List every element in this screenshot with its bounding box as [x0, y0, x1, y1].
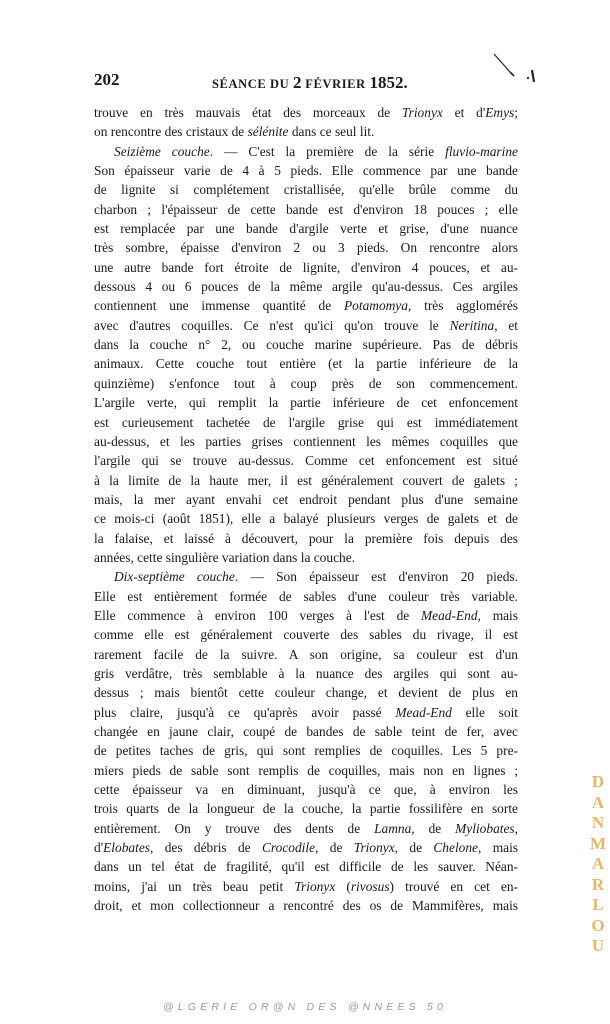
text-line: dans la couche n° 2, ou couche marine supérieure. Pas de débris: [94, 337, 518, 353]
text-line: est curieusement tachetée de l'argile grise qui est immédiatement: [94, 414, 518, 430]
text-line: changée en jaune clair, coupé de bandes de sable teint de fer, avec: [94, 724, 518, 739]
text-line: rarement facile de la suivre. A son origine, sa couleur est d'un: [94, 646, 518, 662]
text-line: années, cette singulière variation dans la couche.: [94, 549, 356, 565]
text-line: L'argile verte, qui remplit la partie inférieure de cet enfoncement: [94, 395, 518, 411]
text-line: on rencontre des cristaux de sélénite dans ce seul lit.: [94, 124, 375, 140]
running-title-month: FÉVRIER: [305, 77, 366, 91]
scan-smudge-marks: [488, 50, 538, 90]
text-line: au-dessus, et les parties grises contiennent les mêmes coquilles que: [94, 433, 518, 449]
text-line: moins, j'ai un très beau petit Trionyx (rivosus) trouvé en cet en-: [94, 878, 518, 894]
text-line: plus claire, jusqu'à ce qu'après avoir passé Mead-End elle soit: [94, 704, 518, 720]
section-heading: Dix-septième couche: [114, 569, 235, 585]
text-line: de lignite si complétement cristallisée, qu'elle brûle comme du: [94, 182, 518, 198]
text-line: est remplacée par une bande d'argile verte et grise, d'une nuance: [94, 221, 518, 237]
section-heading-line: Seizième couche. — C'est la première de la série fluvio-marine: [114, 143, 518, 159]
running-title-label: SÉANCE DU: [212, 77, 290, 91]
page-number: 202: [94, 70, 120, 89]
text-line: animaux. Cette couche tout entière (et la partie inférieure de la: [94, 356, 518, 372]
text-line: la falaise, et laissé à découvert, pour la première fois depuis des: [94, 530, 518, 546]
text-line: dessous 4 ou 6 pouces de la même argile qu'au-dessus. Ces argiles: [94, 279, 518, 295]
text-line: dessus ; mais bientôt cette couleur change, et devient de plus en: [94, 685, 518, 701]
running-title-day: 2: [293, 73, 302, 92]
text-line: quinzième) s'enfonce tout à coup près de son commencement.: [94, 375, 518, 391]
text-line: mais, la mer ayant envahi cet endroit pendant plus d'une semaine: [94, 491, 518, 507]
text-line: entièrement. On y trouve des dents de Lamna, de Myliobates,: [94, 820, 518, 836]
text-line: miers pieds de sable sont remplis de coquilles, mais non en lignes ;: [94, 762, 518, 778]
text-line: très sombre, épaisse d'environ 2 ou 3 pieds. On rencontre alors: [94, 240, 518, 256]
text-line: dans un tel état de fragilité, qu'il est difficile de les sauver. Néan-: [94, 859, 518, 875]
text-line: une autre bande fort étroite de lignite, d'environ 4 pouces, et au-: [94, 259, 518, 275]
text-line: trois quarts de la longueur de la couche, la partie fossilifère en sorte: [94, 801, 518, 817]
text-line: Elle commence à environ 100 verges à l'est de Mead-End, mais: [94, 607, 518, 623]
footer-watermark: @LGERIE OR@N DES @NNEES 50: [162, 1001, 448, 1013]
text-line: d'Elobates, des débris de Crocodile, de Trionyx, de Chelone, mais: [94, 840, 518, 856]
text-line: à la limite de la haute mer, il est généralement couvert de galets ;: [94, 472, 518, 488]
page-body-text: [94, 103, 518, 915]
running-title-year: 1852.: [369, 73, 408, 92]
text-line: comme elle est généralement couverte des sables du rivage, il est: [94, 627, 518, 643]
text-line: trouve en très mauvais état des morceaux de Trionyx et d'Emys;: [94, 105, 518, 120]
text-line: l'argile qui se trouve au-dessus. Comme cet enfoncement est situé: [94, 453, 518, 469]
text-line: contiennent une immense quantité de Potamomya, très agglomérés: [94, 298, 518, 314]
running-title: [212, 73, 408, 93]
section-heading-line: Dix-septième couche. — Son épaisseur est d'environ 20 pieds.: [114, 569, 518, 585]
text-line: Son épaisseur varie de 4 à 5 pieds. Elle commence par une bande: [94, 163, 518, 179]
text-line: avec d'autres coquilles. Ce n'est qu'ici qu'on trouve le Neritina, et: [94, 317, 518, 333]
text-line: droit, et mon collectionneur a rencontré des os de Mammifères, mais: [94, 898, 518, 914]
text-line: charbon ; l'épaisseur de cette bande est d'environ 18 pouces ; elle: [94, 201, 518, 217]
section-heading: Seizième couche: [114, 143, 210, 159]
text-line: Elle est entièrement formée de sables d'une couleur très variable.: [94, 588, 518, 604]
side-watermark: D A N M A R L O U: [589, 772, 607, 955]
running-header: [94, 70, 514, 92]
text-line: cette épaisseur va en diminuant, jusqu'à ce que, à environ les: [94, 782, 518, 798]
text-line: gris verdâtre, très semblable à la nuance des argiles qui sont au-: [94, 665, 518, 681]
text-line: de petites taches de gris, qui sont remplies de coquilles. Les 5 pre-: [94, 743, 518, 759]
text-line: ce mois-ci (août 1851), elle a balayé plusieurs verges de galets et de: [94, 511, 518, 527]
